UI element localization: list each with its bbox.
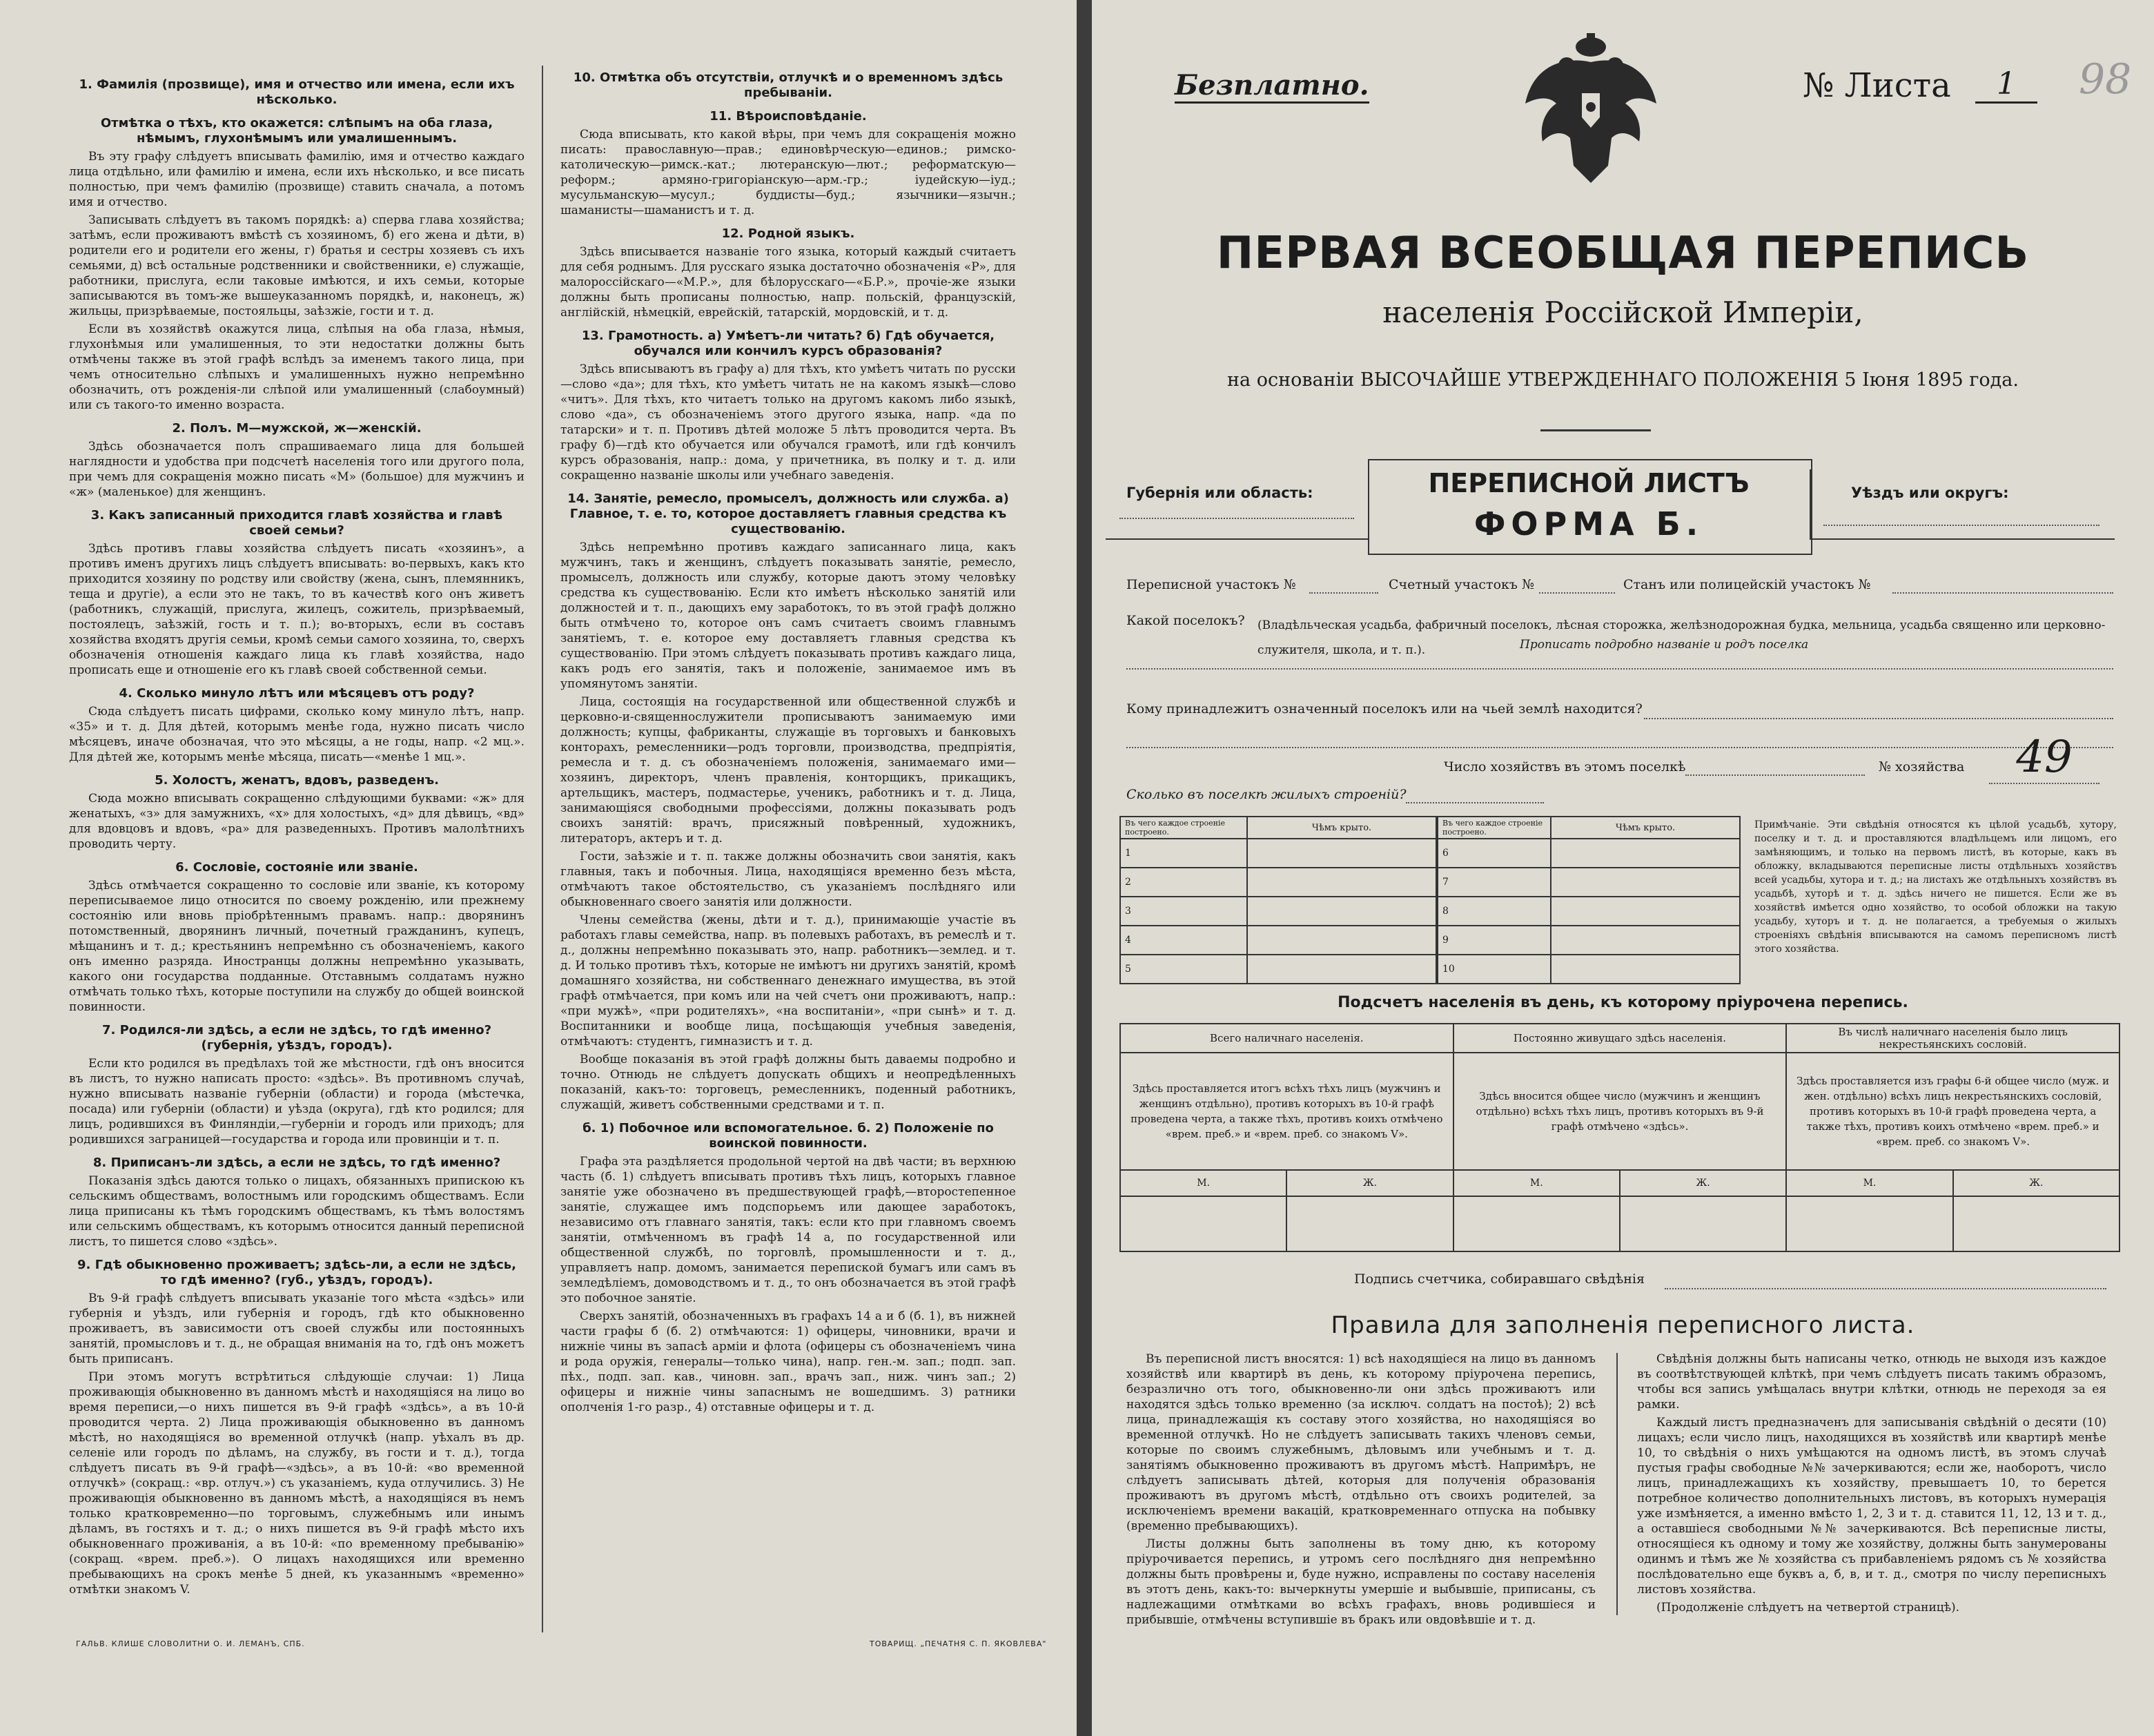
settlement-hint: (Владѣльческая усадьба, фабричный поселокъ, лѣсная сторожка, желѣзнодорожная будка, мельница, усадьба священно или церковно-служителя, школа, и т. п.). bbox=[1257, 618, 2106, 657]
census-title: ПЕРВАЯ ВСЕОБЩАЯ ПЕРЕПИСЬ bbox=[1216, 228, 2030, 279]
uezd-box bbox=[1810, 469, 2115, 540]
guberniya-label: Губернія или область: bbox=[1126, 485, 1313, 501]
rule-paragraph: Въ переписной листъ вносятся: 1) всѣ находящіеся на лицо въ данномъ хозяйствѣ или квартирѣ въ день, къ которому пріурочена перепись, безразлично отъ того, обыкновенно-ли они здѣсь проживаютъ или находятся здѣсь только временно (за исключ. солдатъ на постоѣ); 2) всѣ лица, принадлежащія къ составу этого хозяйства, но находящіяся во временной отлучкѣ. Но не слѣдуетъ записывать такихъ членовъ семьи, которые по своимъ служебнымъ, дѣловымъ или учебнымъ и т. д. занятіямъ обыкновенно проживаютъ въ другомъ мѣстѣ. Напримѣръ, не слѣдуетъ записывать дѣтей, которыя для полученія образованія проживаютъ въ другомъ мѣстѣ, отдѣльно отъ своихъ родителей, за исключеніемъ времени вакацій, кратковременнаго отпуска на побывку (временно пребывающихъ). bbox=[1126, 1352, 1596, 1533]
male-label: М. bbox=[1453, 1170, 1620, 1196]
section-paragraph: Здѣсь непремѣнно противъ каждаго записаннаго лица, какъ мужчинъ, такъ и женщинъ, слѣдуетъ показывать занятіе, ремесло, промыселъ, должность или службу, которые даютъ этому человѣку средства къ существованію. Если кто имѣетъ нѣсколько занятій или должностей и т. п., дающихъ ему заработокъ, то въ этой графѣ должно быть отмѣчено то, которое онъ самъ считаетъ своимъ главнымъ занятіемъ, т. е. которое ему доставляетъ главныя средства къ существованію. При этомъ слѣдуетъ показывать противъ каждаго лица, какъ родъ его занятія, такъ и положеніе, занимаемое имъ въ упомянутомъ занятіи. bbox=[560, 540, 1016, 691]
rule-paragraph: (Продолженіе слѣдуетъ на четвертой страницѣ). bbox=[1656, 1601, 1960, 1615]
signature-label: Подпись счетчика, собиравшаго свѣдѣнія bbox=[1354, 1271, 1645, 1287]
guberniya-box bbox=[1106, 469, 1369, 540]
buildings-table-left bbox=[1119, 816, 1437, 984]
instructions-column-1 bbox=[69, 69, 525, 1615]
section-paragraph: Члены семейства (жены, дѣти и т. д.), принимающіе участіе въ работахъ главы семейства, напр. въ полевыхъ работахъ, въ ремеслѣ и т. д., должны непремѣнно показывать это, напр. работникъ—землед. и т. д. И только противъ тѣхъ, которые не имѣютъ ни другихъ занятій, кромѣ домашняго хозяйства, ни собственнаго денежнаго имущества, въ этой графѣ отмѣчается, при комъ или на чей счетъ они проживаютъ, напр.: «при мужѣ», «при родителяхъ», «на воспитаніи», «при сынѣ» и т. д. Воспитанники и вообще лица, посѣщающія учебныя заведенія, отмѣчаютъ: студентъ, гимназистъ и т. д. bbox=[560, 913, 1016, 1049]
counter-district-label: Счетный участокъ № bbox=[1389, 577, 1534, 592]
district-label: Переписной участокъ № bbox=[1126, 577, 1296, 592]
section-heading: 8. Приписанъ-ли здѣсь, а если не здѣсь, то гдѣ именно? bbox=[92, 1155, 501, 1170]
count-cell[interactable] bbox=[1953, 1196, 2119, 1251]
total-population-header: Всего наличнаго населенія. bbox=[1120, 1024, 1453, 1053]
buildings-note: Примѣчаніе. Эти свѣдѣнія относятся къ цѣлой усадьбѣ, хутору, поселку и т. д. и проставляются владѣльцемъ или лицомъ, его замѣняющимъ, и только на первомъ листѣ, въ которые, какъ въ обложку, вкладываются переписные листы отдѣльныхъ хозяйствъ всей усадьбы, хутора и т. д.; на листахъ же отдѣльныхъ хозяйствъ въ усадьбѣ, хуторѣ и т. д. здѣсь ничего не пишется. Если же въ хозяйствѣ имѣется одно хозяйство, то особой обложки на такую усадьбу, хуторъ и т. д. не полагается, а требуемыя о жилыхъ строеніяхъ свѣдѣнія вписываются на самомъ переписномъ листѣ этого хозяйства. bbox=[1754, 819, 2117, 955]
non-peasant-instructions: Здѣсь проставляется изъ графы 6-й общее число (муж. и жен. отдѣльно) всѣхъ лицъ некрестьянскихъ сословій, противъ которыхъ въ 10-й графѣ проведена черта, а также тѣхъ, противъ коихъ отмѣчено «врем. преб.» и «врем. преб. со знакомъ V». bbox=[1786, 1053, 2119, 1170]
printer-credit-right: ТОВАРИЩ. „ПЕЧАТНЯ С. П. ЯКОВЛЕВА" bbox=[870, 1639, 1047, 1648]
roof-header: Чѣмъ крыто. bbox=[1551, 817, 1740, 839]
building-row-number: 8 bbox=[1438, 897, 1551, 926]
guberniya-field[interactable] bbox=[1119, 518, 1354, 519]
permanent-population-header: Постоянно живущаго здѣсь населенія. bbox=[1453, 1024, 1787, 1053]
building-row-number: 1 bbox=[1120, 839, 1247, 868]
buildings-field[interactable] bbox=[1406, 802, 1544, 803]
female-label: Ж. bbox=[1286, 1170, 1453, 1196]
building-row-number: 4 bbox=[1120, 926, 1247, 955]
section-heading: 7. Родился-ли здѣсь, а если не здѣсь, то гдѣ именно? (губернія, уѣздъ, городъ). bbox=[101, 1023, 492, 1053]
section-paragraph: Графа эта раздѣляется продольной чертой на двѣ части; въ верхнюю часть (б. 1) слѣдуетъ вписывать противъ тѣхъ лицъ, которыхъ главное занятіе уже обозначено въ предшествующей графѣ,—второстепенное занятіе, служащее имъ подспорьемъ или дающее заработокъ, независимо отъ главнаго занятія, такъ: если кто при главномъ своемъ занятіи, отмѣченномъ въ графѣ 14 а, по государственной или общественной службѣ, по торговлѣ, промышленности и т. д., управляетъ напр. домомъ, занимается перепиской бумагъ или самъ въ земледѣліемъ, домоводствомъ и т. д., то онъ обозначается въ этой графѣ это побочное занятіе. bbox=[560, 1155, 1016, 1305]
section-paragraph: Здѣсь противъ главы хозяйства слѣдуетъ писать «хозяинъ», а противъ именъ другихъ лицъ слѣдуетъ вписывать: во-первыхъ, какъ кто приходится хозяину по родству или свойству (жена, сынъ, племянникъ, теща и другіе), а если это не такъ, то въ качествѣ кого онъ живетъ (работникъ, служащій, прислуга, жилецъ, сожитель, призрѣваемый, постоялецъ, заѣзжій, гость и т. п.); во-вторыхъ, если въ составъ хозяйства входятъ другія семьи, кромѣ семьи самого хозяина, то, сверхъ обозначенія отношенія каждаго лица къ главѣ хозяйства, надо прописать еще и отношеніе его къ главѣ своей собственной семьи. bbox=[69, 542, 525, 677]
owner-field[interactable] bbox=[1644, 718, 2113, 719]
counter-district-field[interactable] bbox=[1539, 592, 1615, 594]
male-label: М. bbox=[1786, 1170, 1952, 1196]
section-heading: 2. Полъ. М—мужской, ж—женскій. bbox=[172, 421, 422, 436]
police-field[interactable] bbox=[1892, 592, 2113, 594]
building-material-header: Въ чего каждое строеніе построено. bbox=[1120, 817, 1247, 839]
non-peasant-header: Въ числѣ наличнаго населенія было лицъ некрестьянскихъ сословій. bbox=[1786, 1024, 2119, 1053]
section-heading: 5. Холостъ, женатъ, вдовъ, разведенъ. bbox=[155, 773, 439, 788]
building-row-cell[interactable] bbox=[1551, 926, 1740, 955]
census-subtitle: населенія Россійской Имперіи, bbox=[1382, 295, 1863, 329]
census-legal-basis: на основаніи ВЫСОЧАЙШЕ УТВЕРЖДЕННАГО ПОЛОЖЕНІЯ 5 Іюня 1895 года. bbox=[1227, 369, 2019, 391]
building-row-number: 9 bbox=[1438, 926, 1551, 955]
police-label: Станъ или полицейскій участокъ № bbox=[1623, 577, 1871, 592]
section-paragraph: Сюда слѣдуетъ писать цифрами, сколько кому минуло лѣтъ, напр. «35» и т. д. Для дѣтей, которымъ менѣе года, нужно писать число мѣсяцевъ, иначе обозначая, что это мѣсяцы, а не годы, напр. «2 мц.». Для дѣтей же, которымъ менѣе мѣсяца, писать—«менѣе 1 мц.». bbox=[69, 705, 525, 764]
count-cell[interactable] bbox=[1786, 1196, 1952, 1251]
building-row-cell[interactable] bbox=[1247, 868, 1436, 897]
printer-credit-left: ГАЛЬВ. КЛИШЕ СЛОВОЛИТНИ О. И. ЛЕМАНЪ, СПБ. bbox=[76, 1639, 305, 1648]
section-paragraph: Вообще показанія въ этой графѣ должны быть даваемы подробно и точно. Отнюдь не слѣдуетъ допускать общихъ и неопредѣленныхъ показаній, какъ-то: торговецъ, ремесленникъ, поденный работникъ, служащій, живетъ собственными средствами и т. п. bbox=[560, 1053, 1016, 1112]
section-heading: 9. Гдѣ обыкновенно проживаетъ; здѣсь-ли, а если не здѣсь, то гдѣ именно? (губ., уѣздъ, городъ). bbox=[77, 1258, 516, 1287]
section-paragraph: При этомъ могутъ встрѣтиться слѣдующіе случаи: 1) Лица проживающія обыкновенно въ данномъ мѣстѣ и находящіяся на лицо во время переписи,—о нихъ пишется въ 9-й графѣ «здѣсь», а въ 10-й проводится черта. 2) Лица проживающія обыкновенно въ данномъ мѣстѣ, но находящіяся во временной отлучкѣ (напр. уѣхалъ въ др. селеніе или городъ по дѣламъ, на службу, въ гости и т. д.), тогда слѣдуетъ писать въ 9-й графѣ—«здѣсь», а въ 10-й: «во временной отлучкѣ» (сокращ.: «вр. отлуч.») съ указаніемъ, куда отлучились. 3) Не проживающія обыкновенно въ данномъ мѣстѣ, а находящіяся въ немъ только кратковременно—по торговымъ, служебнымъ или инымъ дѣламъ, въ гостяхъ и т. д.; о нихъ пишется въ 9-й графѣ мѣсто ихъ обыкновеннаго проживанія, а въ 10-й: «по временному пребыванію» (сокращ. «врем. преб.»). О лицахъ находящихся или временно пребывающихъ на срокъ менѣе 5 дней, къ указаннымъ «временно» отмѣтки знакомъ V. bbox=[69, 1370, 525, 1597]
building-row-cell[interactable] bbox=[1551, 955, 1740, 984]
section-paragraph: Въ эту графу слѣдуетъ вписывать фамилію, имя и отчество каждаго лица отдѣльно, или фамилію и имена, если ихъ нѣсколько, и все писать полностью, при чемъ фамилію (прозвище) ставить сначала, а потомъ имя и отчество. bbox=[69, 150, 525, 209]
total-population-instructions: Здѣсь проставляется итогъ всѣхъ тѣхъ лицъ (мужчинъ и женщинъ отдѣльно), противъ которыхъ въ 10-й графѣ проведена черта, а также тѣхъ, противъ коихъ отмѣчено «врем. преб.» и «врем. преб. со знакомъ V». bbox=[1120, 1053, 1453, 1170]
rules-column-1 bbox=[1126, 1352, 1596, 1628]
section-paragraph: Сюда вписывать, кто какой вѣры, при чемъ для сокращенія можно писать: православную—прав.; единовѣрческую—единов.; римско-католическую—римск.-кат.; лютеранскую—лют.; реформатскую—реформ.; армяно-григоріанскую—арм.-гр.; іудейскую—іуд.; мусульманскую—мусул.; буддисты—буд.; язычники—язычн.; шаманисты—шаманистъ и т. д. bbox=[560, 128, 1016, 217]
form-name: ФОРМА Б. bbox=[1473, 505, 1704, 543]
signature-field[interactable] bbox=[1665, 1288, 2106, 1289]
building-row-number: 6 bbox=[1438, 839, 1551, 868]
section-heading: б. 1) Побочное или вспомогательное. б. 2) Положеніе по воинской повинности. bbox=[582, 1121, 994, 1151]
uezd-label: Уѣздъ или округъ: bbox=[1851, 485, 2009, 501]
section-paragraph: Гости, заѣзжіе и т. п. также должны обозначить свои занятія, какъ главныя, такъ и побочныя. Лица, находящіяся временно безъ мѣста, отмѣчаютъ такое обстоятельство, съ указаніемъ послѣдняго или обыкновеннаго своего занятія или должности. bbox=[560, 850, 1016, 909]
double-headed-eagle-icon bbox=[1518, 28, 1663, 186]
female-label: Ж. bbox=[1953, 1170, 2119, 1196]
section-heading: 14. Занятіе, ремесло, промыселъ, должность или служба. а) Главное, т. е. то, которое доставляетъ главныя средства къ существованію. bbox=[567, 491, 1009, 536]
building-row-number: 3 bbox=[1120, 897, 1247, 926]
section-paragraph: Лица, состоящія на государственной или общественной службѣ и церковно-и-священнослужители прописываютъ занимаемую ими должность; купцы, фабриканты, служащіе въ торговыхъ и банковыхъ конторахъ, ремесленники—родъ торговли, производства, предпріятія, ремесла и т. д. съ обозначеніемъ положенія, занимаемаго ими—хозяинъ, директоръ, членъ правленія, конторщикъ, прикащикъ, артельщикъ, мастеръ, подмастерье, ученикъ, работникъ и т. д. Лица, занимающіяся свободными профессіями, должны показывать родъ своихъ занятій: врачъ, присяжный повѣренный, художникъ, литераторъ, актеръ и т. д. bbox=[560, 695, 1016, 846]
households-label: Число хозяйствъ въ этомъ поселкѣ bbox=[1444, 759, 1686, 774]
sheet-number-label: № Листа bbox=[1803, 66, 1951, 105]
population-count-title: Подсчетъ населенія въ день, къ которому пріурочена перепись. bbox=[1338, 994, 1908, 1011]
household-number-value[interactable]: 49 bbox=[1989, 732, 2099, 784]
households-field[interactable] bbox=[1685, 774, 1865, 776]
uezd-field[interactable] bbox=[1823, 525, 2099, 526]
building-row-number: 2 bbox=[1120, 868, 1247, 897]
district-field[interactable] bbox=[1309, 592, 1378, 594]
building-row-cell[interactable] bbox=[1247, 897, 1436, 926]
roof-header: Чѣмъ крыто. bbox=[1247, 817, 1436, 839]
building-row-cell[interactable] bbox=[1247, 839, 1436, 868]
section-heading: 11. Вѣроисповѣданіе. bbox=[709, 109, 867, 124]
section-paragraph: Сверхъ занятій, обозначенныхъ въ графахъ 14 а и б (б. 1), въ нижней части графы б (б. 2) отмѣчаются: 1) офицеры, чиновники, врачи и нижніе чины въ запасѣ арміи и флота (офицеры съ обозначеніемъ чина и рода оружія, генералы—только чина), напр. ген.-м. зап.; подп. зап. пѣх., подп. зап. кав., чиновн. зап., врачъ зап., ниж. чинъ зап.; 2) офицеры и нижніе чины запаснымъ не вошедшимъ. 3) ратники ополченія 1-го разр., 4) отставные офицеры и т. д. bbox=[560, 1309, 1016, 1414]
population-count-table bbox=[1119, 1023, 2120, 1252]
settlement-field[interactable] bbox=[1126, 668, 2113, 670]
rules-column-2 bbox=[1637, 1352, 2106, 1628]
female-label: Ж. bbox=[1620, 1170, 1786, 1196]
building-row-cell[interactable] bbox=[1551, 839, 1740, 868]
building-row-cell[interactable] bbox=[1551, 868, 1740, 897]
section-paragraph: Если въ хозяйствѣ окажутся лица, слѣпыя на оба глаза, нѣмыя, глухонѣмыя или умалишенныя, то эти недостатки должны быть отмѣчены также въ этой графѣ вслѣдъ за именемъ такого лица, при чемъ относительно слѣпыхъ и умалишенныхъ нужно непремѣнно обозначить, отъ рожденія-ли слѣпой или умалишенный (слабоумный) или съ такого-то именно возраста. bbox=[69, 322, 525, 412]
section-paragraph: Въ 9-й графѣ слѣдуетъ вписывать указаніе того мѣста «здѣсь» или губернія и уѣздъ, или губернія и городъ, гдѣ кто обыкновенно проживаетъ, въ зависимости отъ своей службы или постоянныхъ занятій, промысловъ и т. д., не обращая вниманія на то, гдѣ онъ можетъ быть приписанъ. bbox=[69, 1291, 525, 1366]
count-cell[interactable] bbox=[1286, 1196, 1453, 1251]
owner-field-2[interactable] bbox=[1126, 747, 2113, 748]
building-row-number: 5 bbox=[1120, 955, 1247, 984]
building-row-number: 10 bbox=[1438, 955, 1551, 984]
building-row-number: 7 bbox=[1438, 868, 1551, 897]
pencil-mark: 98 bbox=[2079, 55, 2132, 104]
settlement-label: Какой поселокъ? bbox=[1126, 613, 1245, 628]
section-heading: 4. Сколько минуло лѣтъ или мѣсяцевъ отъ роду? bbox=[119, 686, 475, 701]
section-paragraph: Сюда можно вписывать сокращенно слѣдующими буквами: «ж» для женатыхъ, «з» для замужнихъ, «х» для холостыхъ, «д» для дѣвицъ, «вд» для вдовцовъ и вдовъ, «ра» для разведенныхъ. Противъ малолѣтнихъ проводить черту. bbox=[69, 792, 525, 851]
section-paragraph: Здѣсь вписывается названіе того языка, который каждый считаетъ для себя роднымъ. Для русскаго языка достаточно обозначенія «Р», для малороссійскаго—«М.Р.», для бѣлорусскаго—«Б.Р.», прочіе-же языки должны быть прописаны полностью, напр. польскій, французскій, англійскій, нѣмецкій, еврейскій, татарскій, мордовскій, и т. д. bbox=[560, 245, 1016, 320]
section-heading: 13. Грамотность. а) Умѣетъ-ли читать? б) Гдѣ обучается, обучался или кончилъ курсъ образованія? bbox=[581, 329, 995, 358]
rule-paragraph: Свѣдѣнія должны быть написаны четко, отнюдь не выходя изъ каждое въ соотвѣтствующей клѣткѣ, при чемъ слѣдуетъ писать такимъ образомъ, чтобы вся запись умѣщалась внутри клѣтки, отнюдь не переходя за ея рамки. bbox=[1637, 1352, 2106, 1412]
count-cell[interactable] bbox=[1620, 1196, 1786, 1251]
settlement-hint-2: Прописать подробно названіе и родъ поселка bbox=[1520, 638, 1809, 652]
section-heading: 10. Отмѣтка объ отсутствіи, отлучкѣ и о временномъ здѣсь пребываніи. bbox=[573, 70, 1003, 100]
right-page-census-form bbox=[1092, 0, 2154, 1736]
sheet-number-value[interactable]: 1 bbox=[1975, 66, 2037, 104]
building-row-cell[interactable] bbox=[1247, 955, 1436, 984]
instructions-column-2 bbox=[560, 62, 1016, 1615]
section-paragraph: Здѣсь вписываютъ въ графу а) для тѣхъ, кто умѣетъ читать по русски—слово «да»; для тѣхъ, кто умѣетъ читать не на какомъ языкѣ—слово «читъ». Для тѣхъ, кто читаетъ только на другомъ какомъ либо языкѣ, слово «да», съ обозначеніемъ этого другого языка, напр. «да по татарски» и т. п. Противъ дѣтей моложе 5 лѣтъ проводится черта. Въ графу б)—гдѣ кто обучается или обучался грамотѣ, или гдѣ кончилъ курсъ образованія, напр.: дома, у причетника, въ полку и т. д. или сокращенно названіе школы или учебнаго заведенія. bbox=[560, 362, 1016, 482]
section-heading: 3. Какъ записанный приходится главѣ хозяйства и главѣ своей семьи? bbox=[90, 508, 503, 538]
building-row-cell[interactable] bbox=[1247, 926, 1436, 955]
household-number-label: № хозяйства bbox=[1879, 759, 1965, 774]
owner-label: Кому принадлежитъ означенный поселокъ или на чьей землѣ находится? bbox=[1126, 701, 1643, 716]
section-heading: 1. Фамилія (прозвище), имя и отчество или имена, если ихъ нѣсколько. bbox=[79, 77, 515, 107]
section-heading: 12. Родной языкъ. bbox=[721, 226, 855, 241]
rules-title: Правила для заполненія переписного листа. bbox=[1331, 1311, 1915, 1339]
section-paragraph: Если кто родился въ предѣлахъ той же мѣстности, гдѣ онъ вносится въ листъ, то нужно написать просто: «здѣсь». Въ противномъ случаѣ, нужно вписывать названіе губерніи (области) и города (мѣстечка, посада) или губерніи (области) и уѣзда (округа), гдѣ кто родился; для лицъ, родившихся въ Финляндіи,—губерніи и городъ или приходъ; для родившихся заграницей—государства и города или провинціи и т. п. bbox=[69, 1057, 525, 1147]
buildings-label: Сколько въ поселкѣ жилыхъ строеній? bbox=[1126, 787, 1407, 802]
permanent-population-instructions: Здѣсь вносится общее число (мужчинъ и женщинъ отдѣльно) всѣхъ тѣхъ лицъ, противъ которыхъ въ 9-й графѣ отмѣчено «здѣсь». bbox=[1453, 1053, 1787, 1170]
section-heading: 6. Сословіе, состояніе или званіе. bbox=[175, 860, 418, 875]
column-divider bbox=[542, 66, 543, 1632]
building-row-cell[interactable] bbox=[1551, 897, 1740, 926]
rules-divider bbox=[1616, 1353, 1618, 1615]
free-label: Безплатно. bbox=[1175, 69, 1369, 104]
rule-paragraph: Листы должны быть заполнены въ тому дню, къ которому пріурочивается перепись, и утромъ сего послѣдняго дня непремѣнно должны быть провѣрены и, буде нужно, исправлены по составу населенія въ этотъ день, какъ-то: вычеркнуты умершіе и выбывшіе, приписаны, съ надлежащими отмѣтками во всѣхъ графахъ, вновь родившіеся и прибывшіе, отмѣчены вступившіе въ бракъ или овдовѣвшіе и т. д. bbox=[1126, 1537, 1596, 1627]
section-paragraph: Показанія здѣсь даются только о лицахъ, обязанныхъ припискою къ сельскимъ обществамъ, волостнымъ или городскимъ обществамъ. Если лица приписаны къ тѣмъ городскимъ обществамъ, къ тѣмъ волостямъ или сельскимъ обществамъ, къ которымъ относится данный переписной листъ, то пишется слово «здѣсь». bbox=[69, 1174, 525, 1249]
rule-paragraph: Каждый листъ предназначенъ для записыванія свѣдѣній о десяти (10) лицахъ; если число лицъ, находящихся въ хозяйствѣ или квартирѣ менѣе 10, то свѣдѣнія о нихъ умѣщаются на одномъ листѣ, въ этомъ случаѣ пустыя графы свободные №№ зачеркиваются; если же, наоборотъ, число лицъ, принадлежащихъ къ хозяйству, превышаетъ 10, то берется потребное количество дополнительныхъ листовъ, въ которыхъ нумерація уже измѣняется, а именно вмѣсто 1, 2, 3 и т. д. ставится 11, 12, 13 и т. д., а оставшіеся свободными №№ зачеркиваются. Всѣ переписные листы, относящіеся къ одному и тому же хозяйству, должны быть занумерованы одинмъ и тѣмъ же № хозяйства съ прибавленіемъ рядомъ съ № хозяйства послѣдовательно еще буквъ а, б, в, и т. д., смотря по числу переписныхъ листовъ хозяйства. bbox=[1637, 1416, 2106, 1597]
form-title: ПЕРЕПИСНОЙ ЛИСТЪ bbox=[1428, 468, 1750, 498]
count-cell[interactable] bbox=[1120, 1196, 1286, 1251]
male-label: М. bbox=[1120, 1170, 1286, 1196]
building-material-header: Въ чего каждое строеніе построено. bbox=[1438, 817, 1551, 839]
section-paragraph: Здѣсь обозначается полъ спрашиваемаго лица для большей наглядности и удобства при подсчетѣ населенія того или другого пола, при чемъ для сокращенія можно писать «М» (большое) для мужчинъ и «ж» (маленькое) для женщинъ. bbox=[69, 440, 525, 499]
count-cell[interactable] bbox=[1453, 1196, 1620, 1251]
section-heading: Отмѣтка о тѣхъ, кто окажется: слѣпымъ на оба глаза, нѣмымъ, глухонѣмымъ или умалишеннымъ. bbox=[100, 116, 493, 146]
title-rule bbox=[1540, 429, 1651, 431]
section-paragraph: Здѣсь отмѣчается сокращенно то сословіе или званіе, къ которому переписываемое лицо относится по своему рожденію, или прежнему состоянію или вновь пріобрѣтеннымъ правамъ. напр.: дворянинъ потомственный, дворянинъ личный, почетный гражданинъ, купецъ, мѣщанинъ и т. д.; крестьянинъ непремѣнно съ обозначеніемъ, какого онъ именно разряда. Иностранцы должны непремѣнно указывать, какого они государства подданные. Отставнымъ солдатамъ нужно отмѣчать только тѣхъ, которые поступили на службу до общей воинской повинности. bbox=[69, 879, 525, 1014]
section-paragraph: Записывать слѣдуетъ въ такомъ порядкѣ: а) сперва глава хозяйства; затѣмъ, если проживаютъ вмѣстѣ съ хозяиномъ, б) его жена и дѣти, в) родители его и родители его жены, г) братья и сестры хозяевъ съ ихъ семьями, д) всѣ остальные родственники и свойственники, е) служащіе, работники, прислуга, если таковые имѣются, и ихъ семьи, которые записываются въ томъ-же вышеуказанномъ порядкѣ, и, наконецъ, ж) жильцы, призрѣваемые, постояльцы, заѣзжіе, гости и т. д. bbox=[69, 213, 525, 318]
buildings-table-right bbox=[1437, 816, 1741, 984]
